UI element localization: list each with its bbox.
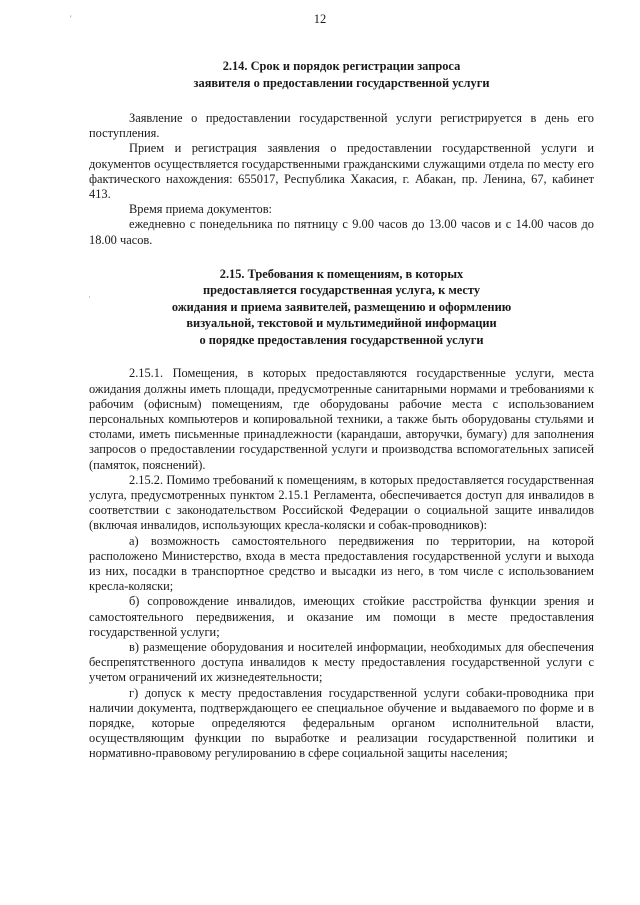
paragraph: 2.15.2. Помимо требований к помещениям, в которых предоставляется государственная услуга, предусмотренных пунктом 2.15.1 Регламента, обеспечивается доступ для инвалидов в соответствии с законодательством Российской Федерации о социальной защите инвалидов (включая инвалидов, использующих кресла-коляски и собак-проводников):	[89, 472, 594, 533]
paragraph: Заявление о предоставлении государственной услуги регистрируется в день его поступления.	[89, 111, 594, 141]
list-item: а) возможность самостоятельного передвижения по территории, на которой расположено Министерство, входа в места предоставления государственной услуги и выхода из них, посадки в транспортное средство и высадки из него, в том числе с использованием кресла-коляски;	[89, 533, 594, 594]
section-heading-2-14	[89, 58, 594, 91]
document-body	[89, 58, 594, 762]
list-item: г) допуск к месту предоставления государственной услуги собаки-проводника при наличии документа, подтверждающего ее специальное обучение и выдаваемого по форме и в порядке, которые определяются федеральным органом исполнительной власти, осуществляющим функции по выработке и реализации государственной политики и нормативно-правовому регулированию в сфере социальной защиты населения;	[89, 685, 594, 761]
paragraph: 2.15.1. Помещения, в которых предоставляются государственные услуги, места ожидания должны иметь площади, предусмотренные санитарными нормами и требованиями к рабочим (офисным) помещениям, где оборудованы рабочие места с использованием персональных компьютеров и копировальной техники, а также быть оборудованы стульями и столами, иметь письменные принадлежности (карандаши, авторучки, бумагу) для заполнения запросов о предоставлении государственной услуги и производства вспомогательных записей (памяток, пояснений).	[89, 366, 594, 472]
heading-line: о порядке предоставления государственной услуги	[199, 332, 484, 347]
paragraph: Время приема документов:	[129, 202, 272, 217]
page-number: 12	[313, 12, 327, 26]
heading-line: 2.15. Требования к помещениям, в которых	[219, 266, 464, 281]
paragraph: ежедневно с понедельника по пятницу с 9.00 часов до 13.00 часов и с 14.00 часов до 18.00 часов.	[89, 217, 594, 247]
heading-line: предоставляется государственная услуга, к месту	[202, 283, 481, 298]
scan-artifact-mark: '	[70, 14, 72, 24]
list-item: б) сопровождение инвалидов, имеющих стойкие расстройства функции зрения и самостоятельного передвижения, и оказание им помощи в месте предоставления государственной услуги;	[89, 594, 594, 639]
paragraph: Прием и регистрация заявления о предоставлении государственной услуги и документов осуществляется государственными гражданскими служащими отдела по месту его фактического нахождения: 655017, Республика Хакасия, г. Абакан, пр. Ленина, 67, кабинет 413.	[89, 141, 594, 202]
section-2-14-body	[89, 111, 594, 248]
section-heading-2-15	[89, 266, 594, 349]
scan-artifact-mark: ·	[88, 292, 91, 302]
heading-line: 2.14. Срок и порядок регистрации запроса	[222, 59, 461, 73]
heading-line: визуальной, текстовой и мультимедийной информации	[186, 316, 497, 331]
heading-line: ожидания и приема заявителей, размещению и оформлению	[171, 299, 512, 314]
section-2-15-body	[89, 366, 594, 761]
heading-line: заявителя о предоставлении государственной услуги	[193, 75, 490, 90]
list-item: в) размещение оборудования и носителей информации, необходимых для обеспечения беспрепятственного доступа инвалидов к месту предоставления государственной услуги с учетом ограничений их жизнедеятельности;	[89, 639, 594, 685]
